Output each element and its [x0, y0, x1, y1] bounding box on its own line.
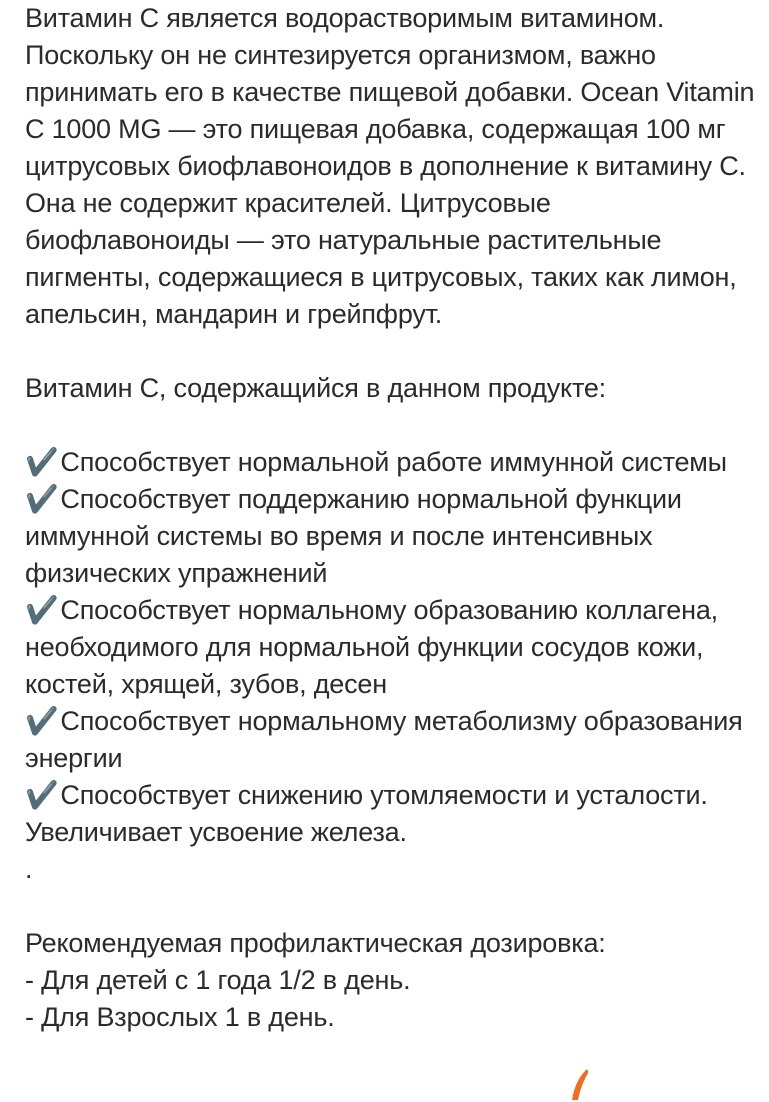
trailing-dot: .: [25, 854, 33, 884]
benefits-heading: Витамин С, содержащийся в данном продукте:: [25, 373, 606, 403]
check-mark-icon: ✔️: [25, 595, 59, 626]
benefits-list: [25, 444, 755, 851]
benefit-item: [25, 444, 755, 481]
benefit-item: [25, 777, 755, 851]
benefit-text: Способствует нормальному метаболизму образования энергии: [25, 706, 750, 773]
benefit-text: Способствует нормальному образованию коллагена, необходимого для нормальной функции сосудов кожи, костей, хрящей, зубов, десен: [25, 595, 726, 699]
spacer: [25, 888, 755, 925]
dosage-heading: Рекомендуемая профилактическая дозировка:: [25, 928, 606, 958]
product-description: [25, 0, 762, 1036]
benefit-item: [25, 481, 755, 592]
check-mark-icon: ✔️: [25, 706, 59, 737]
check-mark-icon: ✔️: [25, 484, 59, 515]
benefit-item: [25, 592, 755, 703]
dosage-line-children: - Для детей с 1 года 1/2 в день.: [25, 965, 411, 995]
dosage-line-adults: - Для Взрослых 1 в день.: [25, 1002, 335, 1032]
benefit-item: [25, 703, 755, 777]
intro-paragraph: Витамин С является водорастворимым витамином. Поскольку он не синтезируется организмом, важно принимать его в качестве пищевой добавки. Ocean Vitamin C 1000 MG — это пищевая добавка, содержащая 100 мг цитрусовых биофлавоноидов в дополнение к витамину С. Она не содержит красителей. Цитрусовые биофлавоноиды — это натуральные растительные пигменты, содержащиеся в цитрусовых, таких как лимон, апельсин, мандарин и грейпфрут.: [25, 3, 762, 329]
spacer: [25, 407, 755, 444]
spacer: [25, 333, 755, 370]
check-mark-icon: ✔️: [25, 447, 59, 478]
check-mark-icon: ✔️: [25, 780, 59, 811]
benefit-text: Способствует нормальной работе иммунной системы: [60, 447, 727, 477]
accent-swoosh-icon: [568, 1062, 590, 1102]
benefit-text: Способствует поддержанию нормальной функции иммунной системы во время и после интенсивных физических упражнений: [25, 484, 690, 588]
benefit-text: Способствует снижению утомляемости и усталости. Увеличивает усвоение железа.: [25, 780, 716, 847]
